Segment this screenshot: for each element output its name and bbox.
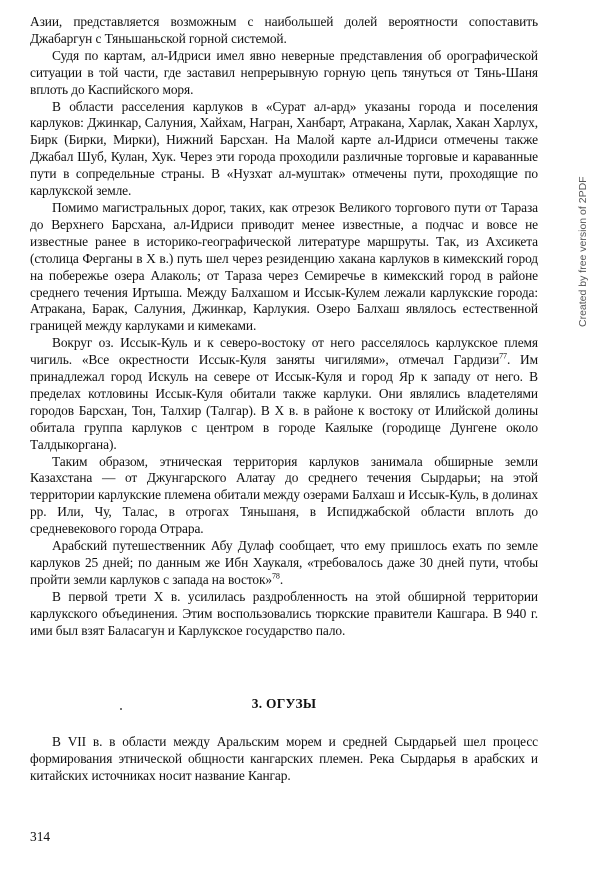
scan-speck	[120, 708, 122, 710]
paragraph-7-text-after: .	[279, 571, 284, 587]
footnote-mark-78: 78	[272, 571, 280, 581]
paragraph-9: В VII в. в области между Аральским морем и средней Сырдарьей шел процесс формирования этнической общности кангарских племен. Река Сырдарья в арабских и китайских источниках носит название Кангар.	[30, 734, 538, 784]
watermark-text: Created by free version of 2PDF	[577, 176, 589, 327]
paragraph-4: Помимо магистральных дорог, таких, как отрезок Великого торгового пути от Тараза до Верхнего Барсхана, ал-Идриси приводит менее известные, а подчас и вовсе не известные ранее в историко-географической литературе маршруты. Так, из Ахсикета (столица Ферганы в X в.) путь шел через резиденцию хакана карлуков в кимекский город на побережье озера Алаколь; от Тараза через Семиречье в кимекский город в районе среднего течения Иртыша. Между Балхашом и Иссык-Кулем лежали карлукские города: Атракана, Барак, Салуния, Джинкар, Карлукия. Озеро Балхаш являлось естественной границей между карлуками и кимеками.	[30, 199, 538, 334]
paragraph-8: В первой трети X в. усилилась раздробленность на этой обширной территории карлукского объединения. Этим воспользовались тюркские правители Кашгара. В 940 г. ими был взят Баласагун и Карлукское государство пало.	[30, 588, 538, 638]
paragraph-3: В области расселения карлуков в «Сурат ал-ард» указаны города и поселения карлуков: Джинкар, Салуния, Хайхам, Награн, Ханбарт, Атракана, Харлак, Хакан Харлух, Бирк (Бирки, Мирки), Нижний Барсхан. На Малой карте ал-Идриси отмечены также Джабал Шуб, Кулан, Хук. Через эти города проходили различные торговые и караванные пути в сопредельные страны. В «Нузхат ал-муштак» отмечены пути, проходящие по карлукской земле.	[30, 98, 538, 199]
paragraph-1: Азии, представляется возможным с наибольшей долей вероятности сопоставить Джабаргун с Тяньшаньской горной системой.	[30, 14, 538, 46]
paragraph-6: Таким образом, этническая территория карлуков занимала обширные земли Казахстана — от Джунгарского Алатау до среднего течения Сырдарьи; на этой территории карлукские племена обитали между озерами Балхаш и Иссык-Куль, в долинах рр. Или, Чу, Талас, в отрогах Тяньшаня, в Испиджабской области вплоть до средневекового города Отрара.	[30, 453, 538, 537]
section-heading: 3. ОГУЗЫ	[251, 695, 317, 711]
paragraph-7	[30, 538, 538, 589]
footnote-mark-77: 77	[499, 351, 507, 361]
paragraph-2: Судя по картам, ал-Идриси имел явно неверные представления об орографической ситуации в той части, где заставил непрерывную горную цепь тянуться от Тянь-Шаня вплоть до Каспийского моря.	[30, 47, 538, 97]
page-number: 314	[30, 829, 51, 844]
paragraph-5-text-before: Вокруг оз. Иссык-Куль и к северо-востоку от него расселялось карлукское племя чигиль. «Все окрестности Иссык-Куля заняты чигилями», отмечал Гардизи	[30, 335, 538, 368]
paragraph-5	[30, 335, 538, 453]
paragraph-7-text-before: Арабский путешественник Абу Дулаф сообщает, что ему пришлось ехать по земле карлуков 25 дней; по данным же Ибн Хаукаля, «требовалось даже 30 дней пути, чтобы пройти земли карлуков с запада на восток»	[30, 538, 538, 587]
page-body	[30, 14, 538, 785]
paragraph-5-text-after: . Им принадлежал город Искуль на севере от Иссык-Куля и город Яр к западу от него. В пределах котловины Иссык-Куля обитали также карлуки. Они являлись владетелями городов Барсхан, Тон, Талхир (Талгар). В X в. в районе к востоку от Илийской долины обитала группа карлуков с центром в городе Каялыке (городище Дунгене около Талдыкоргана).	[30, 352, 538, 452]
